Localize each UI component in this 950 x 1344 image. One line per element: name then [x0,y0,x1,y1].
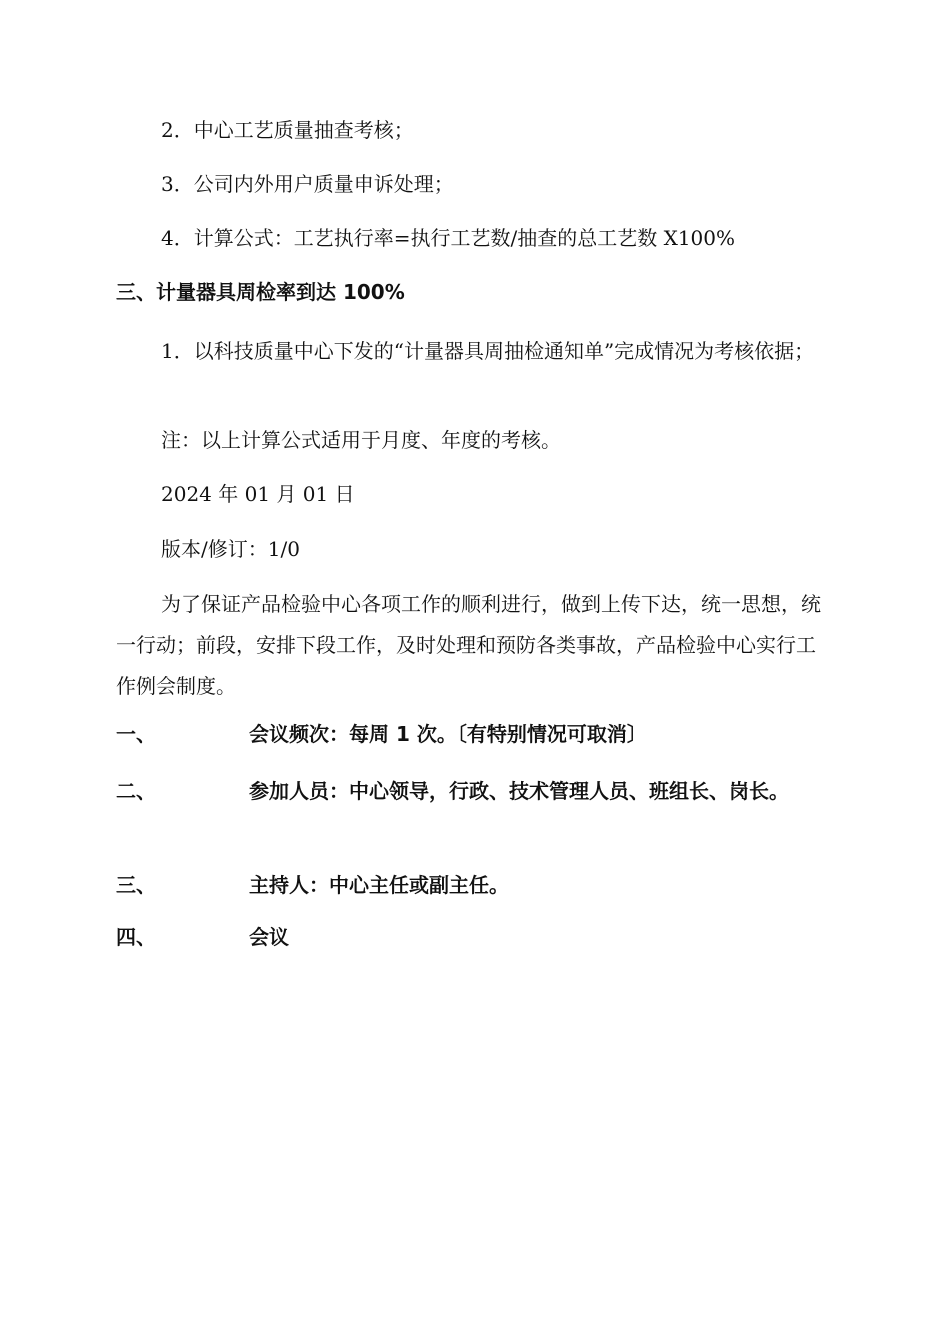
document-date: 2024 年 01 月 01 日 [161,482,355,506]
section-heading-metering: 三、计量器具周检率到达 100% [116,280,405,304]
section3-item-1: 1．以科技质量中心下发的“计量器具周抽检通知单”完成情况为考核依据； [161,339,815,363]
rule-number: 一、 [116,722,156,746]
rule-text: 主持人：中心主任或副主任。 [249,873,509,897]
rule-item [116,863,832,907]
rule-text: 会议 [249,925,289,949]
intro-paragraph: 为了保证产品检验中心各项工作的顺利进行，做到上传下达，统一思想，统一行动；前段，安排下段工作，及时处理和预防各类事故，产品检验中心实行工作例会制度。 [116,592,821,698]
version-text: 版本/修订：1/0 [161,537,300,561]
rule-item [116,712,832,756]
rule-number: 四、 [116,925,156,949]
list-item-2: 2．中心工艺质量抽查考核； [161,118,414,142]
rule-text: 参加人员：中心领导，行政、技术管理人员、班组长、岗长。 [249,779,789,803]
rule-number: 三、 [116,873,156,897]
note-text: 注：以上计算公式适用于月度、年度的考核。 [161,428,561,452]
list-item-4: 4．计算公式：工艺执行率=执行工艺数/抽查的总工艺数 X100% [161,226,735,250]
rule-item [116,915,832,959]
rule-number: 二、 [116,779,156,803]
rule-item [116,771,832,812]
rule-text: 会议频次：每周 1 次。〔有特别情况可取消〕 [249,722,647,746]
list-item-3: 3．公司内外用户质量申诉处理； [161,172,454,196]
